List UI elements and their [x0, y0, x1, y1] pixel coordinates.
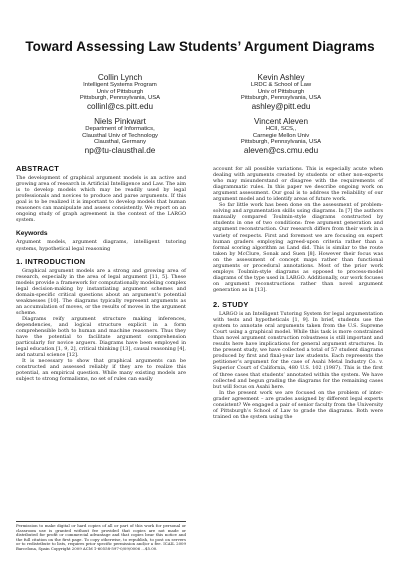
author-email: aleven@cs.cmu.edu: [243, 145, 319, 155]
intro-paragraph-2: Diagrams reify argument structure making inferences, dependencies, and logical structure explicit in a form comprehensible both to human and machine reasoners. Thus they have the potential to facilitate argument comprehension particularly for novice arguers. Diagrams have been employed in legal education [1, 9, 2], critical thinking [13], causal reasoning [4], and natural science [12].: [16, 315, 186, 359]
study-paragraph-1: LARGO is an Intelligent Tutoring System for legal argumentation with tests and hypotheticals [1, 9]. In brief, students use the system to annotate oral arguments taken from the U.S. Supreme Court using a graphical model. While this task is more constrained than novel argument construction robustness is still important and results here have implications for general argument structures. In the present study, we have collected a total of 57 student diagrams produced by first and final-year law students. Each represents the petitioner’s argument for the case of Asahi Metal Industry Co. v. Superior Court of California, 480 U.S. 102 (1987). This is the first of three cases that students’ annotated within the system. We have collected and begun grading the diagrams for the remaining cases but will focus on Asahi here.: [213, 311, 383, 390]
copyright-footnote: Permission to make digital or hard copies of all or part of this work for personal or classroom use is granted without fee provided that copies are not made or distributed for profit or commercial advantage and that copies bear this notice and the full citation on the first page. To copy otherwise, to republish, to post on servers or to redistribute to lists, requires prior specific permission and/or a fee. ICAIL 2009 Barcelona, Spain Copyright 2009 ACM 1-60558-597-0/09/0006 ...$5.00.: [16, 523, 186, 551]
author-block-1: [40, 74, 200, 111]
author-name: Kevin Ashley: [257, 73, 305, 82]
author-affiliation: Pittsburgh, Pennsylvania, USA: [240, 95, 322, 102]
author-affiliation: Clausthal, Germany: [93, 139, 147, 146]
right-column: [213, 166, 383, 420]
author-affiliation: Pittsburgh, Pennsylvania, USA: [79, 95, 161, 102]
author-affiliation: Carnegie Mellon Univ: [252, 132, 310, 139]
author-block-4: [201, 118, 361, 155]
author-name: Vincent Aleven: [253, 117, 309, 126]
author-email: np@tu-clausthal.de: [84, 145, 156, 155]
intro-paragraph-3: It is necessary to show that graphical arguments can be constructed and assessed reliably if they are to realize this potential, an empirical question. While many existing models are subject to strong formalisms, no set of rules can easily: [16, 358, 186, 383]
study-paragraph-2: In the present work we are focused on the problem of inter-grader agreement – are grades assigned by different legal experts consistent? We engaged a pair of senior faculty from the University of Pittsburgh’s School of Law to grade the diagrams. Both were trained on the system using the: [213, 389, 383, 420]
author-affiliation: Department of Informatics,: [85, 126, 155, 133]
study-heading: 2. STUDY: [213, 299, 249, 309]
author-block-2: [201, 74, 361, 111]
author-affiliation: Univ of Pittsburgh: [96, 88, 144, 95]
author-name: Niels Pinkwart: [94, 117, 146, 126]
intro-paragraph-1: Graphical argument models are a strong and growing area of research, especially in the area of legal argument [11, 5]. These models provide a framework for computationally modeling complex legal decision-making by instantiating argument schemes and domain-specific critical questions about an argument’s potential weaknesses [10]. The diagrams typically represent arguments as an accumulation of moves, or the results of moves in the argument scheme.: [16, 267, 186, 316]
author-email: collinl@cs.pitt.edu: [86, 101, 154, 111]
right-paragraph-2: So far little work has been done on the assessment of problem-solving and argumentation skills using diagrams. In [7] the authors manually compared Toulmin-style diagrams constructed by students in one of two conditions: free argument generation and argument reconstruction. Our research differs from their work in a variety of respects. First and foremost we are focusing on expert human graders employing agreed-upon criteria rather than a formal scoring algorithm as Land did. This is similar to the route taken by McClure, Sonak and Suen [8]. However their focus was on the assessment of concept maps rather than functional arguments or procedural annotations. Most of the prior work employs Toulmin-style diagrams as opposed to process-model diagrams of the type used in LARGO. Additionally, our work focuses on argument reconstructions rather than novel argument generation as in [13].: [213, 202, 383, 293]
author-affiliation: HCII, SCS,,: [265, 126, 297, 133]
abstract-text: The development of graphical argument models is an active and growing area of research in Artificial Intelligence and Law. The aim is to develop models which may be readily used by legal professionals and novices to produce and parse arguments. If this goal is to be realized it is important to develop models that human reasoners can manipulate and assess consistently. We report on an ongoing study of graph agreement in the context of the LARGO system.: [16, 175, 186, 224]
right-paragraph-1: account for all possible variations. This is especially acute when dealing with arguments created by students or other non-experts who may misunderstand or disagree with the requirements of diagrammatic rules. In this paper we describe ongoing work on argument assessment. Our goal is to address the reliability of our argument model and to identify areas of future work.: [213, 166, 383, 203]
paper-title: Toward Assessing Law Students’ Argument Diagrams: [25, 39, 375, 54]
introduction-heading: 1. INTRODUCTION: [16, 256, 86, 266]
abstract-heading: ABSTRACT: [16, 164, 60, 173]
author-email: ashley@pitt.edu: [251, 101, 311, 111]
author-affiliation: Univ of Pittsburgh: [257, 88, 305, 95]
keywords-text: Argument models, argument diagrams, intelligent tutoring systems, hypothetical legal reasoning: [16, 239, 186, 252]
author-affiliation: Clausthal Univ of Technology: [82, 132, 158, 139]
author-block-3: [40, 118, 200, 155]
author-name: Collin Lynch: [97, 73, 143, 82]
author-affiliation: Pittsburgh, Pennsylvania, USA: [240, 139, 322, 146]
keywords-heading: Keywords: [16, 230, 48, 238]
author-affiliation: LRDC & School of Law: [250, 82, 312, 89]
author-affiliation: Intelligent Systems Program: [83, 82, 157, 89]
left-column: [16, 166, 186, 383]
